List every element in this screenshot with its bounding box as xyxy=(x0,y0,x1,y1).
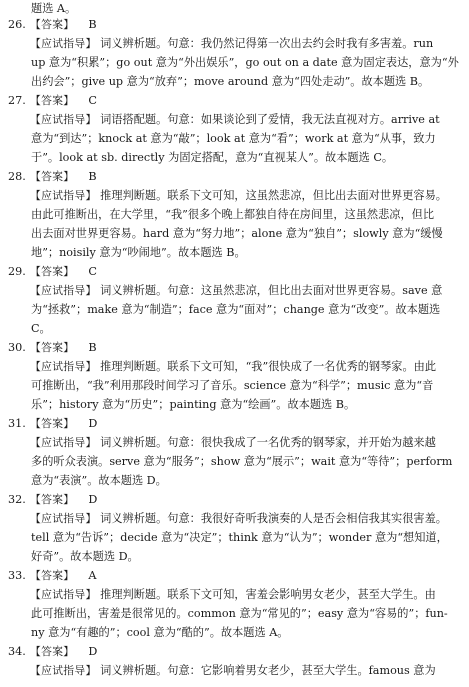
answer-letter: B xyxy=(88,341,97,354)
question-number: 31. xyxy=(8,417,26,430)
text-line: 出约会”；give up 意为“放弃”；move around 意为“四处走动”。故本题选 B。 xyxy=(31,75,430,88)
answer-row-30 xyxy=(0,340,469,356)
text-line: 好奇”。故本题选 D。 xyxy=(31,550,139,563)
text-line: 出去面对世界更容易。hard 意为“努力地”；alone 意为“独自”；slowly 意为“缓慢 xyxy=(31,227,443,240)
text-line: 于”。look at sb. directly 为固定搭配，意为“直视某人”。故本题选 C。 xyxy=(31,151,394,164)
guide-label: 【应试指导】 xyxy=(30,284,97,297)
guide-label: 【应试指导】 xyxy=(30,189,97,202)
question-number: 33. xyxy=(8,569,26,582)
text-line: 题选 A。 xyxy=(31,2,77,15)
guide-text: 推理判断题。联系下文可知，这虽然悲凉，但比出去面对世界更容易。 xyxy=(96,189,447,202)
answer-letter: B xyxy=(88,18,97,31)
answer-label: 【答案】 xyxy=(30,645,75,658)
answer-row-28 xyxy=(0,169,469,185)
guide-text: 词义辨析题。句意：很快我成了一名优秀的钢琴家，并开始为越来越 xyxy=(96,436,436,449)
answer-row-27 xyxy=(0,93,469,109)
answer-row-32 xyxy=(0,492,469,508)
text-line: ny 意为“有趣的”；cool 意为“酷的”。故本题选 A。 xyxy=(31,626,289,639)
answer-letter: B xyxy=(88,170,97,183)
answer-letter: C xyxy=(88,265,97,278)
guide-label: 【应试指导】 xyxy=(30,436,97,449)
answer-row-26 xyxy=(0,17,469,33)
text-line: 乐”；history 意为“历史”；painting 意为“绘画”。故本题选 B。 xyxy=(31,398,356,411)
question-number: 27. xyxy=(8,94,26,107)
answer-letter: D xyxy=(88,493,98,506)
text-line: 意为“到达”；knock at 意为“敲”；look at 意为“看”；work at 意为“从事，致力 xyxy=(31,132,436,145)
guide-text: 词义辨析题。句意：我仍然记得第一次出去约会时我有多害羞。run xyxy=(96,37,434,50)
guide-row xyxy=(0,587,469,603)
guide-text: 推理判断题。联系下文可知，“我”很快成了一名优秀的钢琴家。由此 xyxy=(96,360,437,373)
text-line: C。 xyxy=(31,322,51,335)
answer-letter: C xyxy=(88,94,97,107)
question-number: 32. xyxy=(8,493,26,506)
question-number: 30. xyxy=(8,341,26,354)
guide-label: 【应试指导】 xyxy=(30,664,97,677)
answer-row-34 xyxy=(0,644,469,660)
guide-row xyxy=(0,112,469,128)
text-line: up 意为“积累”；go out 意为“外出娱乐”，go out on a date 意为固定表达，意为“外 xyxy=(31,56,459,69)
guide-label: 【应试指导】 xyxy=(30,113,97,126)
guide-row xyxy=(0,663,469,679)
answer-row-31 xyxy=(0,416,469,432)
answer-label: 【答案】 xyxy=(30,18,75,31)
text-line: 为“拯救”；make 意为“制造”；face 意为“面对”；change 意为“改变”。故本题选 xyxy=(31,303,441,316)
answer-label: 【答案】 xyxy=(30,569,75,582)
answer-label: 【答案】 xyxy=(30,170,75,183)
answer-label: 【答案】 xyxy=(30,493,75,506)
guide-row xyxy=(0,36,469,52)
answer-row-29 xyxy=(0,264,469,280)
answer-label: 【答案】 xyxy=(30,341,75,354)
guide-text: 词义辨析题。句意：这虽然悲凉，但比出去面对世界更容易。save 意 xyxy=(96,284,443,297)
text-line: 多的听众表演。serve 意为“服务”；show 意为“展示”；wait 意为“等待”；perform xyxy=(31,455,453,468)
guide-text: 词义辨析题。句意：我很好奇听我演奏的人是否会相信我其实很害羞。 xyxy=(96,512,447,525)
guide-text: 词义辨析题。句意：它影响着男女老少，甚至大学生。famous 意为 xyxy=(96,664,436,677)
question-number: 34. xyxy=(8,645,26,658)
text-line: 此可推断出，害羞是很常见的。common 意为“常见的”；easy 意为“容易的”；fun- xyxy=(31,607,448,620)
guide-text: 推理判断题。联系下文可知，害羞会影响男女老少，甚至大学生。由 xyxy=(96,588,436,601)
question-number: 26. xyxy=(8,18,26,31)
answer-label: 【答案】 xyxy=(30,417,75,430)
guide-row xyxy=(0,435,469,451)
text-line: 由此可推断出，在大学里，“我”很多个晚上都独自待在房间里，这虽然悲凉，但比 xyxy=(31,208,435,221)
text-line: 意为“表演”。故本题选 D。 xyxy=(31,474,167,487)
text-line: tell 意为“告诉”；decide 意为“决定”；think 意为“认为”；wonder 意为“想知道， xyxy=(31,531,448,544)
guide-row xyxy=(0,359,469,375)
guide-label: 【应试指导】 xyxy=(30,37,97,50)
guide-text: 词语搭配题。句意：如果谈论到了爱情，我无法直视对方。arrive at xyxy=(96,113,440,126)
guide-row xyxy=(0,188,469,204)
guide-row xyxy=(0,511,469,527)
guide-label: 【应试指导】 xyxy=(30,360,97,373)
question-number: 28. xyxy=(8,170,26,183)
answer-row-33 xyxy=(0,568,469,584)
question-number: 29. xyxy=(8,265,26,278)
text-line: 可推断出，“我”利用那段时间学习了音乐。science 意为“科学”；music 意为“音 xyxy=(31,379,434,392)
guide-label: 【应试指导】 xyxy=(30,512,97,525)
answer-letter: D xyxy=(88,645,98,658)
text-line: 地”；noisily 意为“吵闹地”。故本题选 B。 xyxy=(31,246,246,259)
guide-row xyxy=(0,283,469,299)
answer-label: 【答案】 xyxy=(30,265,75,278)
guide-label: 【应试指导】 xyxy=(30,588,97,601)
answer-letter: D xyxy=(88,417,98,430)
answer-letter: A xyxy=(88,569,97,582)
answer-label: 【答案】 xyxy=(30,94,75,107)
